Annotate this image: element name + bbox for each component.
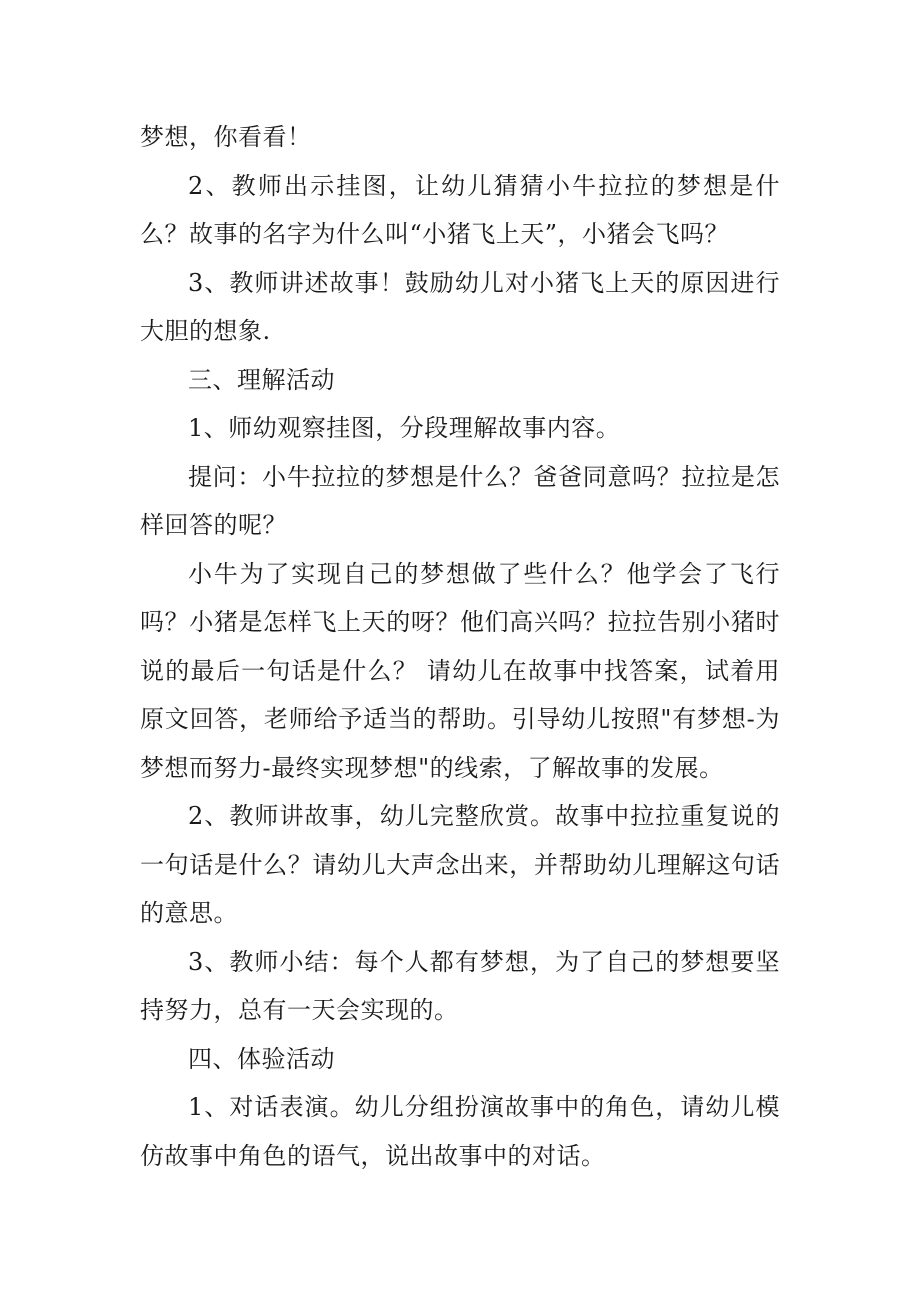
section-heading-understanding: 三、理解活动 xyxy=(188,365,335,394)
paragraph-2: 2、教师出示挂图，让幼儿猜猜小牛拉拉的梦想是什么？故事的名字为什么叫“小猪飞上天”，小猪会飞吗？ xyxy=(140,171,780,248)
paragraph-7: 小牛为了实现自己的梦想做了些什么？他学会了飞行吗？小猪是怎样飞上天的呀？他们高兴吗？拉拉告别小猪时说的最后一句话是什么？ 请幼儿在故事中找答案，试着用原文回答，老师给予适当的帮助。引导幼儿按照"有梦想-为梦想而努力-最终实现梦想"的线索，了解故事的发展。 xyxy=(140,559,780,782)
paragraph-9: 3、教师小结：每个人都有梦想，为了自己的梦想要坚持努力，总有一天会实现的。 xyxy=(140,947,780,1024)
paragraph-3: 3、教师讲述故事！鼓励幼儿对小猪飞上天的原因进行大胆的想象. xyxy=(140,268,780,345)
section-heading-experience: 四、体验活动 xyxy=(188,1044,335,1073)
document-body xyxy=(140,113,780,1180)
paragraph-5: 1、师幼观察挂图，分段理解故事内容。 xyxy=(188,414,621,442)
paragraph-6: 提问：小牛拉拉的梦想是什么？爸爸同意吗？拉拉是怎样回答的呢？ xyxy=(140,462,780,539)
paragraph-8: 2、教师讲故事，幼儿完整欣赏。故事中拉拉重复说的一句话是什么？请幼儿大声念出来，并帮助幼儿理解这句话的意思。 xyxy=(140,802,780,927)
paragraph-1: 梦想，你看看！ xyxy=(140,123,312,151)
paragraph-11: 1、对话表演。幼儿分组扮演故事中的角色，请幼儿模仿故事中角色的语气，说出故事中的对话。 xyxy=(140,1093,780,1170)
